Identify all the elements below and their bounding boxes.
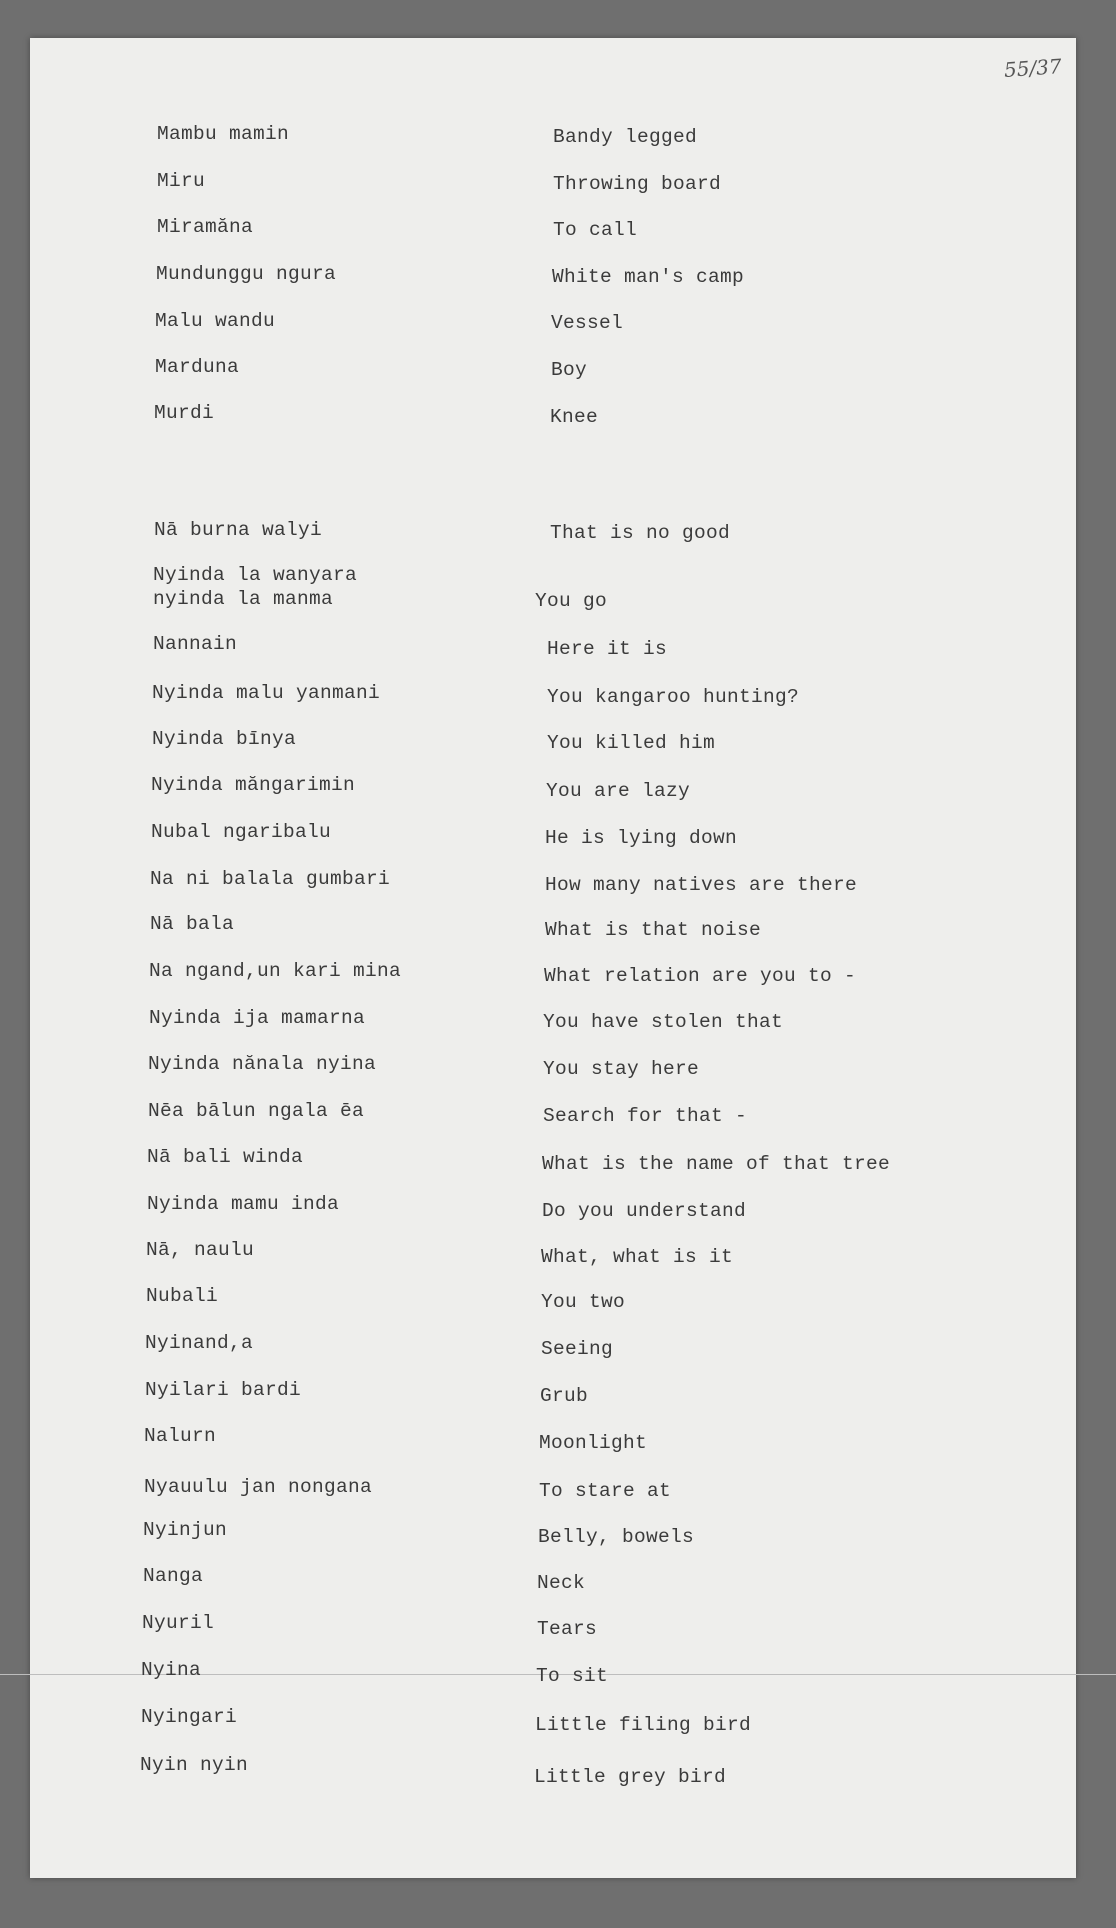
meaning: Moonlight xyxy=(539,1432,648,1454)
meaning: To call xyxy=(553,219,638,241)
meaning: You have stolen that xyxy=(543,1011,784,1033)
meaning: Boy xyxy=(551,359,588,381)
meaning: Do you understand xyxy=(542,1200,747,1222)
meaning: Little grey bird xyxy=(534,1766,727,1788)
meaning: Knee xyxy=(550,406,599,428)
meaning: You killed him xyxy=(547,732,716,754)
meaning: What, what is it xyxy=(541,1246,734,1268)
meaning: You kangaroo hunting? xyxy=(547,686,800,708)
meaning: How many natives are there xyxy=(545,874,858,896)
meaning: What is the name of that tree xyxy=(542,1153,891,1175)
term: Nyinda la wanyara xyxy=(153,564,358,586)
term: Nā, naulu xyxy=(146,1239,255,1261)
term: Nyingari xyxy=(141,1706,238,1728)
term: Nyinda ija mamarna xyxy=(149,1007,366,1029)
term: Nubal ngaribalu xyxy=(151,821,332,843)
term: Nubali xyxy=(146,1285,219,1307)
term: Marduna xyxy=(155,356,240,378)
page-number: 55/37 xyxy=(1003,54,1063,82)
meaning: Belly, bowels xyxy=(538,1526,695,1548)
meaning: To sit xyxy=(536,1665,609,1687)
meaning: Bandy legged xyxy=(553,126,698,148)
term: Na ngand,un kari mina xyxy=(149,960,402,982)
meaning: Throwing board xyxy=(553,173,722,195)
term: Murdi xyxy=(154,402,215,424)
meaning: You two xyxy=(541,1291,626,1313)
term: Miramăna xyxy=(157,216,254,238)
term: Nyuril xyxy=(142,1612,215,1634)
term: Nā burna walyi xyxy=(154,519,323,541)
meaning: Search for that - xyxy=(543,1105,748,1127)
term: Nyinda măngarimin xyxy=(151,774,356,796)
meaning: Neck xyxy=(537,1572,586,1594)
term: Nyilari bardi xyxy=(145,1379,302,1401)
term: Nyina xyxy=(141,1659,202,1681)
meaning: You go xyxy=(535,590,608,612)
term: Nyinda malu yanmani xyxy=(152,682,381,704)
meaning: White man's camp xyxy=(552,266,745,288)
meaning: Here it is xyxy=(547,638,668,660)
term: Nannain xyxy=(153,633,238,655)
term: Nyinda mamu inda xyxy=(147,1193,340,1215)
term: Nalurn xyxy=(144,1425,217,1447)
meaning: What is that noise xyxy=(545,919,762,941)
term: Nēa bālun ngala ēa xyxy=(148,1100,365,1122)
meaning: Tears xyxy=(537,1618,598,1640)
meaning: That is no good xyxy=(550,522,731,544)
term: Nā bali winda xyxy=(147,1146,304,1168)
term: Nyinda bīnya xyxy=(152,728,297,750)
term: Mundunggu ngura xyxy=(156,263,337,285)
meaning: Grub xyxy=(540,1385,589,1407)
meaning: He is lying down xyxy=(545,827,738,849)
term: Nyinda nănala nyina xyxy=(148,1053,377,1075)
meaning: What relation are you to - xyxy=(544,965,857,987)
meaning: You are lazy xyxy=(546,780,691,802)
meaning: Little filing bird xyxy=(535,1714,752,1736)
term: Nyin nyin xyxy=(140,1754,249,1776)
term: Nyinand,a xyxy=(145,1332,254,1354)
term: Malu wandu xyxy=(155,310,276,332)
meaning: You stay here xyxy=(543,1058,700,1080)
meaning: To stare at xyxy=(539,1480,672,1502)
term: Miru xyxy=(157,170,206,192)
meaning: Vessel xyxy=(551,312,624,334)
term: Mambu mamin xyxy=(157,123,290,145)
meaning: Seeing xyxy=(541,1338,614,1360)
term: Nyauulu jan nongana xyxy=(144,1476,373,1498)
term: Nanga xyxy=(143,1565,204,1587)
term: Na ni balala gumbari xyxy=(150,868,391,890)
term: Nā bala xyxy=(150,913,235,935)
term: nyinda la manma xyxy=(153,588,334,610)
term: Nyinjun xyxy=(143,1519,228,1541)
